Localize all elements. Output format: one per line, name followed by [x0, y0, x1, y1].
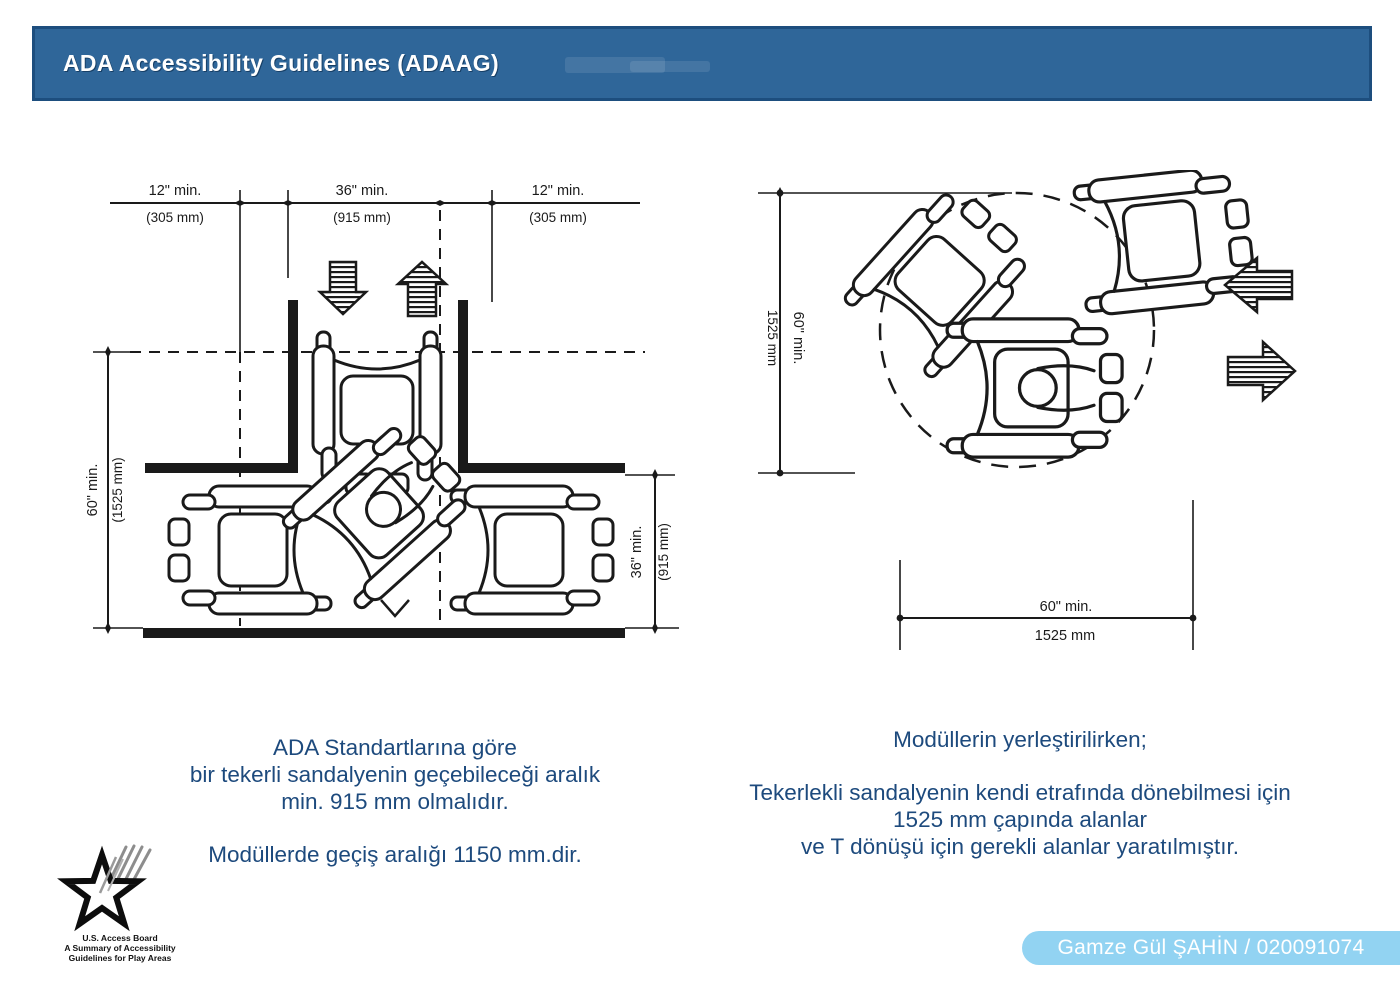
wheelchair-occupant-icon — [278, 410, 484, 614]
page-title: ADA Accessibility Guidelines (ADAAG) — [63, 50, 499, 76]
caption-line: ADA Standartlarına göre — [273, 735, 517, 760]
dim-label-right: 36" min. — [629, 525, 645, 579]
logo-line-2: A Summary of Accessibility — [64, 943, 176, 953]
caption-line: Tekerlekli sandalyenin kendi etrafında dönebilmesi için — [749, 780, 1291, 805]
header-bar — [32, 26, 1372, 101]
caption-line: bir tekerli sandalyenin geçebileceği aralık — [189, 762, 601, 787]
dim-label-bottom: 60" min. — [1039, 599, 1093, 615]
dim-label-top-center: 36" min. — [335, 183, 389, 199]
dim-label-top-right: 12" min. — [531, 183, 585, 199]
dim-sub-bottom: 1525 mm — [1034, 628, 1096, 644]
dim-sub-top-left: (305 mm) — [146, 210, 204, 225]
up-arrow-icon — [398, 262, 446, 316]
dim-label-left: 60" min. — [790, 311, 806, 365]
wheelchair-icon — [1073, 170, 1256, 316]
dim-label-top-left: 12" min. — [148, 183, 202, 199]
dim-sub-top-center: (915 mm) — [333, 210, 391, 225]
wheelchair-icon — [451, 486, 613, 614]
down-arrow-icon — [320, 262, 366, 314]
caption-line: Modüllerin yerleştirilirken; — [893, 727, 1147, 752]
turn-chevron — [381, 600, 409, 616]
dim-label-left: 60" min. — [85, 463, 101, 517]
dim-sub-right: (915 mm) — [656, 523, 671, 581]
dim-sub-left: (1525 mm) — [110, 457, 125, 523]
caption-line: min. 915 mm olmalıdır. — [281, 789, 509, 814]
circular-turn-diagram — [740, 170, 1320, 680]
logo-line-3: Guidelines for Play Areas — [68, 953, 172, 963]
caption-line: Modüllerde geçiş aralığı 1150 mm.dir. — [208, 842, 582, 867]
t-turn-diagram — [85, 170, 705, 670]
dim-sub-left: 1525 mm — [765, 309, 780, 367]
access-board-logo — [30, 843, 210, 963]
author-name: Gamze Gül ŞAHİN / 020091074 — [1057, 936, 1365, 959]
caption-line: ve T dönüşü için gerekli alanlar yaratılmıştır. — [800, 834, 1240, 859]
right-arrow-icon — [1228, 342, 1295, 400]
dim-sub-top-right: (305 mm) — [529, 210, 587, 225]
logo-line-1: U.S. Access Board — [82, 933, 158, 943]
wheelchair-occupant-icon — [947, 319, 1122, 457]
left-caption — [165, 734, 625, 868]
author-badge — [1022, 931, 1400, 965]
right-caption — [705, 726, 1335, 860]
header-streak — [630, 61, 710, 72]
caption-line: 1525 mm çapında alanlar — [893, 807, 1147, 832]
